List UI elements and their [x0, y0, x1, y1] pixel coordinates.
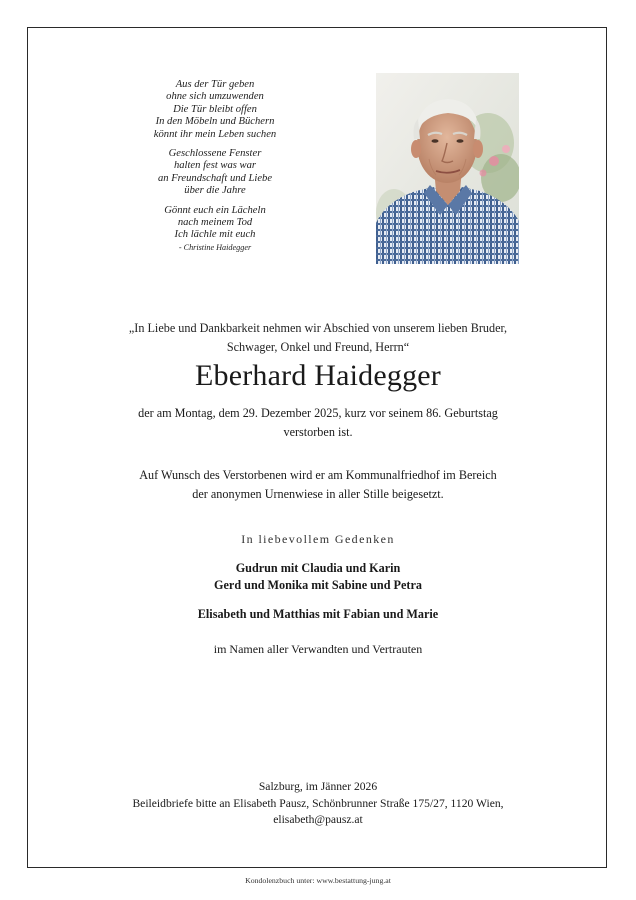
- poem-line: an Freundschaft und Liebe: [157, 172, 273, 184]
- mourner-line: Gerd und Monika mit Sabine und Petra: [214, 578, 422, 592]
- death-notice: [60, 404, 576, 442]
- footer: [60, 779, 576, 829]
- condolence-book-link[interactable]: Kondolenzbuch unter: www.bestattung-jung.at: [245, 876, 391, 885]
- poem-line: über die Jahre: [184, 185, 246, 197]
- poem-stanza-2: [140, 148, 290, 198]
- burial-notice: [60, 466, 576, 504]
- death-notice-line: der am Montag, dem 29. Dezember 2025, kurz vor seinem 86. Geburtstag: [138, 406, 498, 420]
- poem-line: Gönnt euch ein Lächeln: [164, 204, 266, 216]
- poem-line: halten fest was war: [173, 160, 257, 172]
- poem-line: Aus der Tür geben: [175, 79, 255, 90]
- place-date: Salzburg, im Jänner 2026: [258, 780, 378, 793]
- poem-line: Geschlossene Fenster: [168, 148, 262, 160]
- intro-line: Schwager, Onkel und Freund, Herrn“: [226, 340, 410, 354]
- poem-stanza-1: [140, 79, 290, 141]
- mourner-line: Gudrun mit Claudia und Karin: [235, 561, 401, 575]
- poem-line: Ich lächle mit euch: [174, 229, 256, 241]
- mourner-line: Elisabeth und Matthias mit Fabian und Marie: [197, 607, 439, 621]
- memory-heading: In liebevollem Gedenken: [241, 532, 395, 546]
- portrait-photo: [376, 73, 519, 264]
- burial-notice-line: Auf Wunsch des Verstorbenen wird er am Kommunalfriedhof im Bereich: [139, 468, 497, 482]
- poem: [140, 79, 290, 253]
- mourners-list: [60, 560, 576, 623]
- poem-line: könnt ihr mein Leben suchen: [153, 128, 277, 140]
- poem-line: Die Tür bleibt offen: [173, 103, 257, 115]
- death-notice-line: verstorben ist.: [283, 425, 353, 439]
- intro-text: [60, 319, 576, 357]
- relatives-line: im Namen aller Verwandten und Vertrauten: [213, 642, 423, 656]
- burial-notice-line: der anonymen Urnenwiese in aller Stille beigesetzt.: [192, 487, 444, 501]
- contact-email[interactable]: elisabeth@pausz.at: [273, 813, 363, 826]
- condolence-letters-address: Beileidbriefe bitte an Elisabeth Pausz, Schönbrunner Straße 175/27, 1120 Wien,: [132, 796, 504, 810]
- poem-line: ohne sich umzuwenden: [166, 91, 264, 103]
- poem-author: - Christine Haidegger: [178, 242, 252, 252]
- poem-stanza-3: [140, 205, 290, 242]
- poem-line: nach meinem Tod: [177, 217, 253, 229]
- poem-line: In den Möbeln und Büchern: [155, 116, 275, 128]
- page-frame: [27, 27, 607, 868]
- deceased-name: Eberhard Haidegger: [195, 359, 441, 392]
- intro-line: „In Liebe und Dankbarkeit nehmen wir Abschied von unserem lieben Bruder,: [128, 321, 508, 335]
